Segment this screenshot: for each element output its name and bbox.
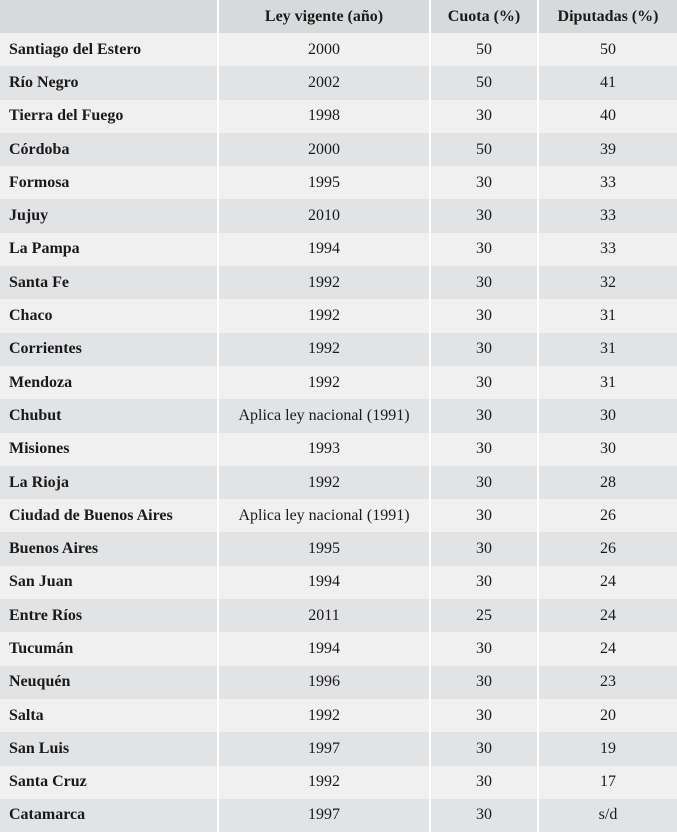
table-row [0, 299, 677, 332]
quota-cell: 30 [431, 333, 539, 366]
quota-cell: 30 [431, 399, 539, 432]
table-row [0, 799, 677, 832]
quota-cell: 30 [431, 499, 539, 532]
law-year-cell: 1992 [219, 466, 431, 499]
quota-cell: 25 [431, 599, 539, 632]
law-year-cell: 1994 [219, 632, 431, 665]
law-year-cell: Aplica ley nacional (1991) [219, 499, 431, 532]
quota-cell: 30 [431, 233, 539, 266]
law-year-cell: 2011 [219, 599, 431, 632]
province-cell: Salta [0, 699, 219, 732]
deputies-cell: 40 [539, 100, 677, 133]
law-year-cell: 1994 [219, 233, 431, 266]
province-cell: Misiones [0, 433, 219, 466]
province-cell: Ciudad de Buenos Aires [0, 499, 219, 532]
law-year-cell: 2000 [219, 33, 431, 66]
header-quota: Cuota (%) [431, 0, 539, 33]
province-cell: La Pampa [0, 233, 219, 266]
table-row [0, 699, 677, 732]
header-deputies: Diputadas (%) [539, 0, 677, 33]
table-row [0, 666, 677, 699]
deputies-cell: 50 [539, 33, 677, 66]
table-row [0, 499, 677, 532]
quota-cell: 50 [431, 66, 539, 99]
province-cell: Santiago del Estero [0, 33, 219, 66]
deputies-cell: 32 [539, 266, 677, 299]
province-cell: Mendoza [0, 366, 219, 399]
province-cell: Entre Ríos [0, 599, 219, 632]
quota-cell: 30 [431, 199, 539, 232]
province-cell: Chubut [0, 399, 219, 432]
deputies-cell: 23 [539, 666, 677, 699]
deputies-cell: 26 [539, 499, 677, 532]
table-row [0, 632, 677, 665]
quota-cell: 30 [431, 466, 539, 499]
quota-cell: 30 [431, 632, 539, 665]
deputies-cell: 31 [539, 366, 677, 399]
quota-cell: 30 [431, 532, 539, 565]
deputies-cell: 31 [539, 333, 677, 366]
quota-cell: 30 [431, 299, 539, 332]
table-row [0, 732, 677, 765]
law-year-cell: 1995 [219, 166, 431, 199]
law-year-cell: 2000 [219, 133, 431, 166]
deputies-cell: 33 [539, 233, 677, 266]
law-year-cell: 1998 [219, 100, 431, 133]
deputies-cell: 24 [539, 599, 677, 632]
law-year-cell: 2010 [219, 199, 431, 232]
law-year-cell: 1994 [219, 566, 431, 599]
province-cell: Neuquén [0, 666, 219, 699]
table-row [0, 233, 677, 266]
province-cell: Tierra del Fuego [0, 100, 219, 133]
table-row [0, 199, 677, 232]
law-year-cell: 1992 [219, 766, 431, 799]
deputies-cell: 24 [539, 566, 677, 599]
quota-cell: 30 [431, 566, 539, 599]
quota-cell: 50 [431, 33, 539, 66]
deputies-cell: 39 [539, 133, 677, 166]
deputies-cell: 33 [539, 199, 677, 232]
table-row [0, 100, 677, 133]
province-cell: Chaco [0, 299, 219, 332]
deputies-cell: 17 [539, 766, 677, 799]
table-row [0, 766, 677, 799]
province-cell: Río Negro [0, 66, 219, 99]
law-year-cell: 2002 [219, 66, 431, 99]
table-row [0, 133, 677, 166]
quota-cell: 30 [431, 166, 539, 199]
law-year-cell: 1992 [219, 266, 431, 299]
quota-cell: 30 [431, 100, 539, 133]
law-year-cell: 1992 [219, 299, 431, 332]
province-cell: La Rioja [0, 466, 219, 499]
header-row [0, 0, 677, 33]
province-cell: Córdoba [0, 133, 219, 166]
table-row [0, 266, 677, 299]
table-row [0, 433, 677, 466]
law-year-cell: 1995 [219, 532, 431, 565]
province-cell: Formosa [0, 166, 219, 199]
quota-cell: 30 [431, 699, 539, 732]
province-cell: Santa Cruz [0, 766, 219, 799]
province-cell: Corrientes [0, 333, 219, 366]
law-year-cell: Aplica ley nacional (1991) [219, 399, 431, 432]
province-cell: Jujuy [0, 199, 219, 232]
quota-cell: 30 [431, 433, 539, 466]
table-row [0, 66, 677, 99]
deputies-cell: 41 [539, 66, 677, 99]
law-year-cell: 1996 [219, 666, 431, 699]
province-cell: Catamarca [0, 799, 219, 832]
province-cell: Tucumán [0, 632, 219, 665]
quota-cell: 30 [431, 366, 539, 399]
law-year-cell: 1992 [219, 699, 431, 732]
law-year-cell: 1993 [219, 433, 431, 466]
table-header [0, 0, 677, 33]
table-row [0, 333, 677, 366]
deputies-cell: 24 [539, 632, 677, 665]
table-row [0, 466, 677, 499]
law-year-cell: 1992 [219, 333, 431, 366]
quota-cell: 30 [431, 732, 539, 765]
table-row [0, 532, 677, 565]
deputies-cell: 19 [539, 732, 677, 765]
quota-cell: 30 [431, 666, 539, 699]
quota-cell: 50 [431, 133, 539, 166]
deputies-cell: 31 [539, 299, 677, 332]
quota-cell: 30 [431, 799, 539, 832]
province-cell: Santa Fe [0, 266, 219, 299]
law-year-cell: 1997 [219, 732, 431, 765]
table-row [0, 399, 677, 432]
law-year-cell: 1997 [219, 799, 431, 832]
quota-cell: 30 [431, 766, 539, 799]
deputies-cell: 20 [539, 699, 677, 732]
table-body [0, 33, 677, 832]
table-row [0, 566, 677, 599]
header-law-year: Ley vigente (año) [219, 0, 431, 33]
table-row [0, 166, 677, 199]
province-cell: San Luis [0, 732, 219, 765]
deputies-cell: 28 [539, 466, 677, 499]
deputies-cell: 26 [539, 532, 677, 565]
header-province [0, 0, 219, 33]
table-row [0, 366, 677, 399]
deputies-cell: 30 [539, 433, 677, 466]
law-year-cell: 1992 [219, 366, 431, 399]
quota-cell: 30 [431, 266, 539, 299]
deputies-cell: s/d [539, 799, 677, 832]
deputies-cell: 33 [539, 166, 677, 199]
deputies-cell: 30 [539, 399, 677, 432]
province-cell: San Juan [0, 566, 219, 599]
province-cell: Buenos Aires [0, 532, 219, 565]
table-row [0, 599, 677, 632]
table-row [0, 33, 677, 66]
